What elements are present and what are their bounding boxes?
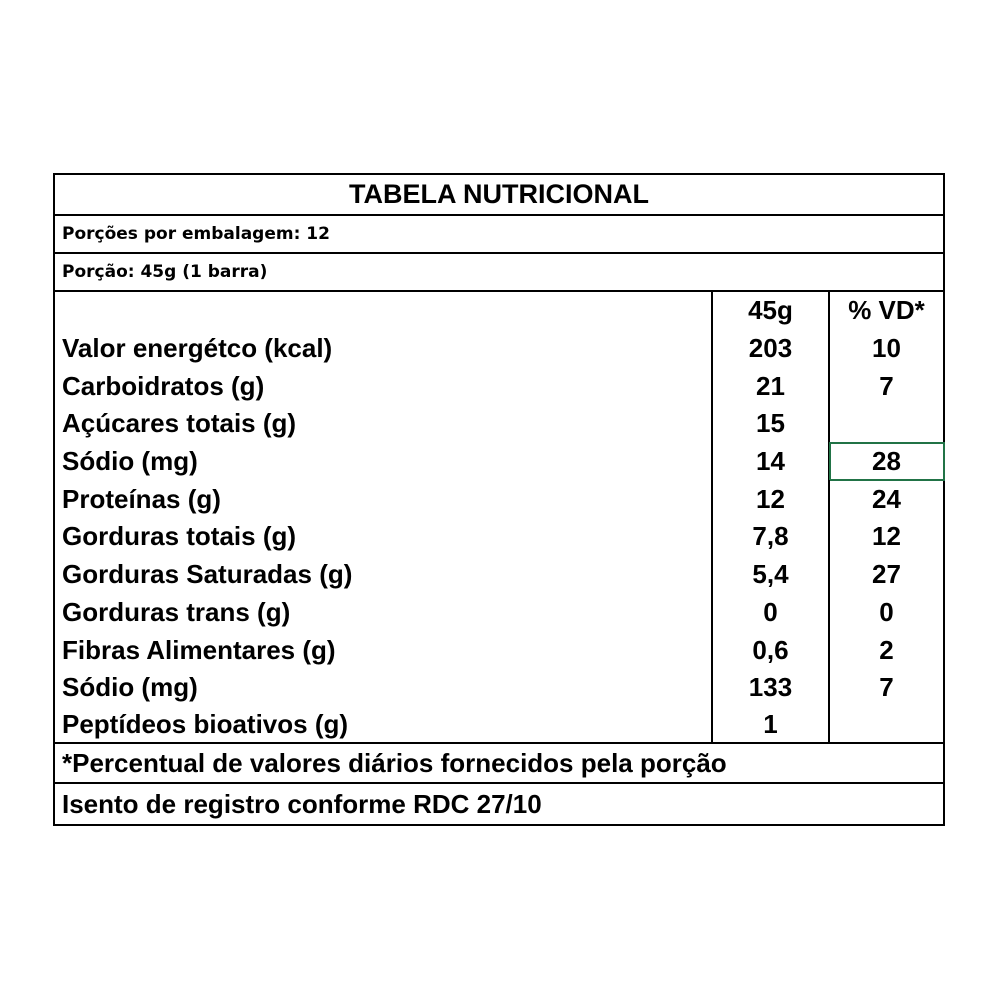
table-row — [55, 518, 943, 556]
nutrient-label[interactable]: Peptídeos bioativos (g) — [62, 708, 349, 739]
nutrient-amount[interactable]: 0 — [711, 594, 828, 632]
nutrient-amount[interactable]: 0,6 — [711, 631, 828, 669]
nutrient-amount[interactable]: 15 — [711, 405, 828, 443]
nutrient-label[interactable]: Sódio (mg) — [62, 672, 198, 703]
nutrient-dv[interactable]: 24 — [828, 480, 943, 518]
nutrient-dv[interactable]: 12 — [828, 518, 943, 556]
table-title: TABELA NUTRICIONAL — [349, 179, 649, 209]
nutrient-dv[interactable]: 10 — [828, 330, 943, 368]
table-row — [55, 330, 943, 368]
footnote-row — [55, 744, 943, 784]
table-row — [55, 631, 943, 669]
nutrient-dv[interactable]: 0 — [828, 594, 943, 632]
nutrient-label[interactable]: Proteínas (g) — [62, 483, 221, 514]
registration-row — [55, 784, 943, 824]
serving-size: Porção: 45g (1 barra) — [62, 262, 268, 282]
nutrient-label[interactable]: Valor energétco (kcal) — [62, 333, 333, 364]
header-dv-cell[interactable]: % VD* — [828, 292, 943, 330]
nutrient-amount[interactable]: 133 — [711, 669, 828, 707]
table-row — [55, 594, 943, 632]
nutrient-amount[interactable]: 5,4 — [711, 556, 828, 594]
table-row — [55, 707, 943, 745]
table-title-row — [55, 175, 943, 216]
nutrient-label[interactable]: Carboidratos (g) — [62, 370, 265, 401]
header-amount-cell[interactable]: 45g — [711, 292, 828, 330]
nutrient-label[interactable]: Açúcares totais (g) — [62, 408, 297, 439]
daily-value-footnote: *Percentual de valores diários fornecidos pela porção — [62, 747, 727, 778]
nutrition-facts-table — [53, 173, 945, 826]
table-row — [55, 556, 943, 594]
nutrient-amount[interactable]: 21 — [711, 367, 828, 405]
nutrient-dv[interactable]: 2 — [828, 631, 943, 669]
nutrient-dv[interactable]: 27 — [828, 556, 943, 594]
nutrient-label[interactable]: Sódio (mg) — [62, 446, 198, 477]
table-row — [55, 480, 943, 518]
nutrient-amount[interactable]: 12 — [711, 480, 828, 518]
nutrient-label[interactable]: Fibras Alimentares (g) — [62, 634, 336, 665]
nutrient-dv[interactable] — [828, 405, 943, 443]
nutrient-label[interactable]: Gorduras Saturadas (g) — [62, 559, 353, 590]
nutrient-label[interactable]: Gorduras trans (g) — [62, 596, 291, 627]
table-row — [55, 367, 943, 405]
table-row — [55, 443, 943, 481]
nutrient-label[interactable]: Gorduras totais (g) — [62, 521, 297, 552]
registration-note: Isento de registro conforme RDC 27/10 — [62, 788, 542, 819]
serving-size-row — [55, 254, 943, 292]
servings-per-package-row — [55, 216, 943, 254]
nutrient-amount[interactable]: 1 — [711, 707, 828, 743]
servings-per-package: Porções por embalagem: 12 — [62, 224, 330, 244]
column-header-row — [55, 292, 943, 330]
table-row — [55, 405, 943, 443]
nutrient-dv[interactable] — [828, 707, 943, 743]
table-row — [55, 669, 943, 707]
nutrient-dv[interactable]: 7 — [828, 367, 943, 405]
header-label-cell[interactable] — [55, 292, 711, 330]
nutrient-amount[interactable]: 203 — [711, 330, 828, 368]
nutrient-dv[interactable]: 7 — [828, 669, 943, 707]
nutrient-amount[interactable]: 14 — [711, 443, 828, 481]
nutrient-amount[interactable]: 7,8 — [711, 518, 828, 556]
selected-dv-cell[interactable]: 28 — [828, 443, 943, 481]
